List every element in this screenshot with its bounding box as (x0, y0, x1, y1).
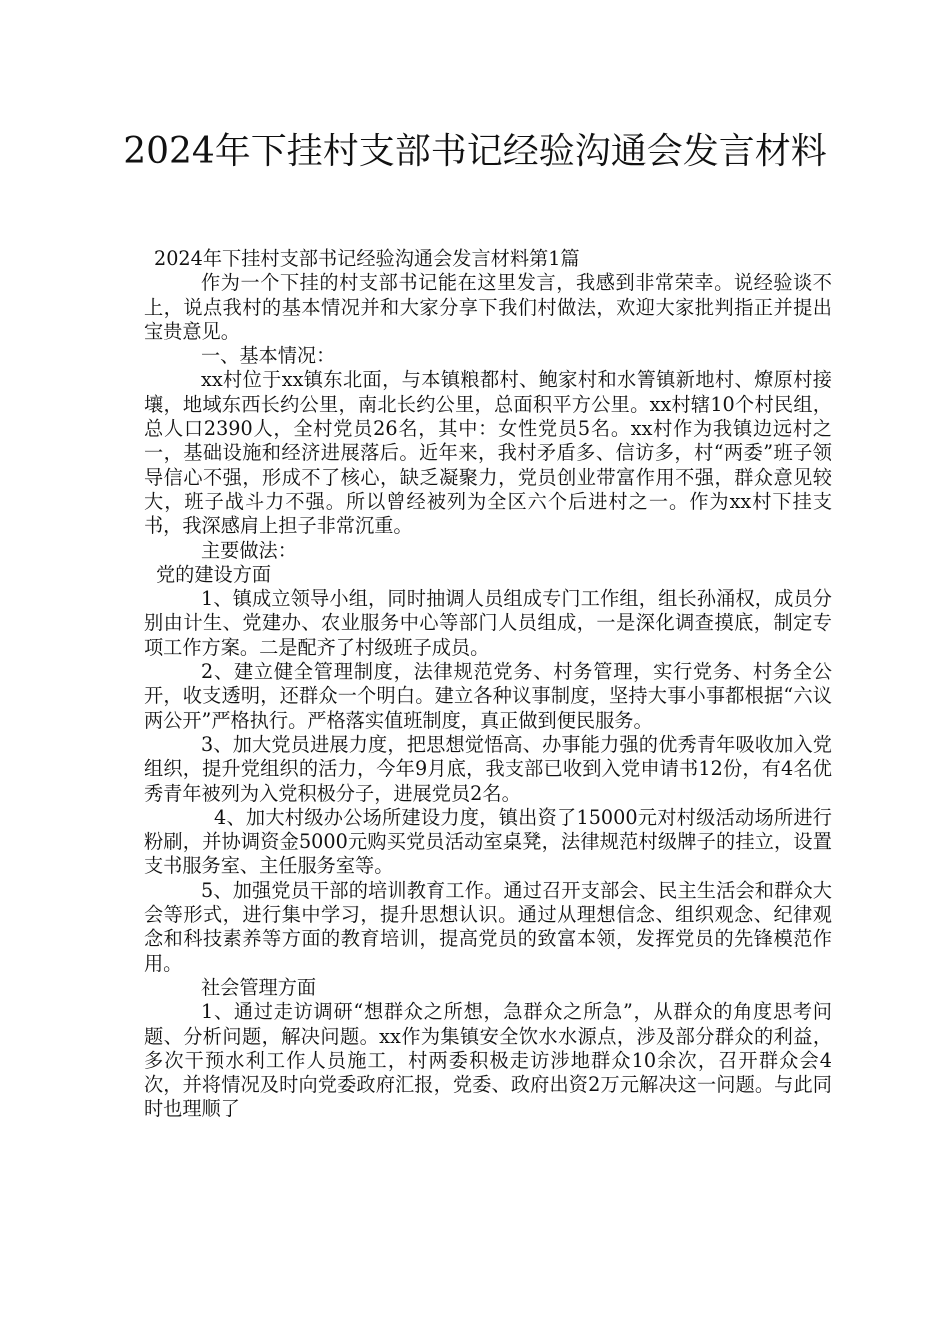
document-title: 2024年下挂村支部书记经验沟通会发言材料 (123, 131, 827, 172)
paragraph: 作为一个下挂的村支部书记能在这里发言，我感到非常荣幸。说经验谈不上，说点我村的基本情况并和大家分享下我们村做法，欢迎大家批判指正并提出宝贵意见。 (144, 271, 832, 343)
section-heading: 2024年下挂村支部书记经验沟通会发言材料第1篇 (154, 247, 580, 270)
document-body (144, 247, 832, 1122)
paragraph: 1、镇成立领导小组，同时抽调人员组成专门工作组，组长孙涌权，成员分别由计生、党建办、农业服务中心等部门人员组成，一是深化调查摸底，制定专项工作方案。二是配齐了村级班子成员。 (144, 587, 832, 659)
paragraph: 2、建立健全管理制度，法律规范党务、村务管理，实行党务、村务全公开，收支透明，还群众一个明白。建立各种议事制度，坚持大事小事都根据“六议两公开”严格执行。严格落实值班制度，真正做到便民服务。 (144, 660, 832, 732)
section-heading: 一、基本情况： (201, 344, 336, 368)
section-heading: 主要做法： (201, 538, 297, 562)
section-heading: 党的建设方面 (156, 562, 272, 586)
section-heading: 社会管理方面 (201, 975, 317, 999)
paragraph: 3、加大党员进展力度，把思想觉悟高、办事能力强的优秀青年吸收加入党组织，提升党组织的活力，今年9月底，我支部已收到入党申请书12份，有4名优秀青年被列为入党积极分子，进展党员2名。 (144, 732, 832, 805)
paragraph: 1、通过走访调研“想群众之所想，急群众之所急”，从群众的角度思考问题、分析问题，解决问题。xx作为集镇安全饮水水源点，涉及部分群众的利益，多次干预水利工作人员施工，村两委积极走访涉地群众10余次，召开群众会4次，并将情况及时向党委政府汇报，党委、政府出资2万元解决这一问题。与此同时也理顺了 (144, 1000, 832, 1121)
paragraph: 4、加大村级办公场所建设力度，镇出资了15000元对村级活动场所进行粉刷，并协调资金5000元购买党员活动室桌凳，法律规范村级牌子的挂立，设置支书服务室、主任服务室等。 (144, 805, 832, 878)
paragraph: 5、加强党员干部的培训教育工作。通过召开支部会、民主生活会和群众大会等形式，进行集中学习，提升思想认识。通过从理想信念、组织观念、纪律观念和科技素养等方面的教育培训，提高党员的致富本领，发挥党员的先锋模范作用。 (144, 878, 832, 975)
paragraph: xx村位于xx镇东北面，与本镇粮都村、鲍家村和水箐镇新地村、燎原村接壤，地域东西长约公里，南北长约公里，总面积平方公里。xx村辖10个村民组，总人口2390人，全村党员26名，其中：女性党员5名。xx村作为我镇边远村之一，基础设施和经济进展落后。近年来，我村矛盾多、信访多，村“两委”班子领导信心不强，形成不了核心，缺乏凝聚力，党员创业带富作用不强，群众意见较大，班子战斗力不强。所以曾经被列为全区六个后进村之一。作为xx村下挂支书，我深感肩上担子非常沉重。 (144, 368, 832, 538)
